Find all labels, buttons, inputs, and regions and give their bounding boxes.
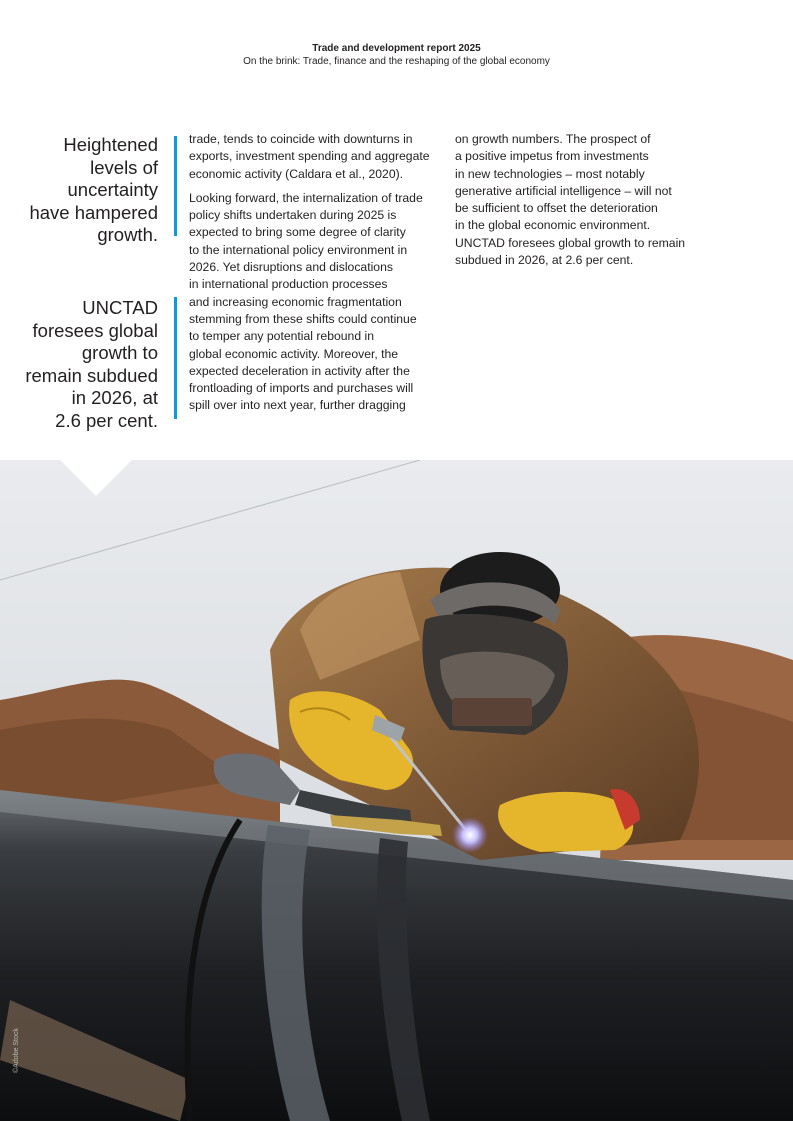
pullquote-line: levels of [90,156,158,178]
pullquote-line: growth to [81,342,158,363]
photo-illustration [0,460,793,1121]
pullquote-uncertainty [18,134,158,247]
pullquote-line: in 2026, at [71,387,158,408]
pullquote-line: uncertainty [67,179,158,200]
pullquote-line: remain subdued [25,364,158,386]
pullquote-line: UNCTAD [82,297,158,318]
body-paragraph: trade, tends to coincide with downturns in exports, investment spending and aggregate economic activity (Caldara et al., 2020). [189,132,430,181]
right-glove [498,792,633,852]
pullquote-accent-bar [174,136,177,236]
report-title: Trade and development report 2025 [312,43,481,54]
pullquote-accent-bar [174,297,177,419]
photo-credit: ©Adobe Stock [13,1028,20,1073]
pullquote-line: growth. [97,224,158,245]
pullquote-line: have hampered [29,201,158,223]
body-column-1 [189,131,437,422]
body-paragraph: on growth numbers. The prospect of a positive impetus from investments in new technologies – most notably generative artificial intelligence – will not be sufficient to offset the deterioration in the global economic environment. UNCTAD foresees global growth to remain subdued in 2026, at 2.6 per cent. [455,132,686,268]
pullquote-growth-forecast [8,297,158,432]
body-column-2 [455,131,703,276]
mask-visor [452,698,532,726]
pullquote-line: foresees global [32,319,158,341]
page-header [0,42,793,68]
pullquote-line: 2.6 per cent. [55,409,158,431]
welding-spark [452,817,488,853]
welder-pipeline-photo [0,460,793,1121]
body-paragraph: Looking forward, the internalization of trade policy shifts undertaken during 2025 is expected to bring some degree of clarity to the international policy environment in 2026. Yet disruptions and dislocations in international production processes and increasing economic fragmentation stemming from these shifts could continue to temper any potential rebound in global economic activity. Moreover, the expected deceleration in activity after the frontloading of imports and purchases will spill over into next year, further dragging [189,190,423,413]
report-subtitle: On the brink: Trade, finance and the reshaping of the global economy [243,56,550,67]
pullquote-line: Heightened [63,134,158,155]
